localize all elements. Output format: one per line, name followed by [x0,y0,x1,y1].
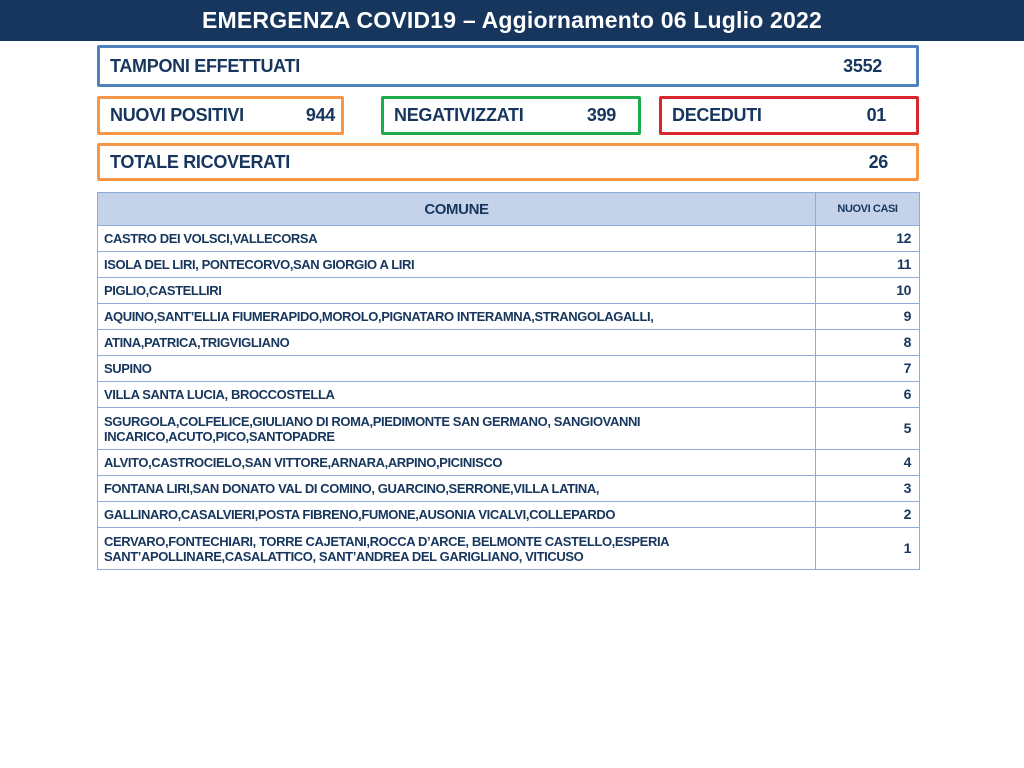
totale-ricoverati-box [97,143,919,181]
totale-ricoverati-value: 26 [868,151,888,172]
table-row [98,450,920,476]
cell-nuovi-casi: 8 [816,330,920,356]
cell-comune: ISOLA DEL LIRI, PONTECORVO,SAN GIORGIO A LIRI [98,252,816,278]
table-row [98,278,920,304]
deceduti-label: DECEDUTI [672,105,762,125]
cell-nuovi-casi: 5 [816,408,920,450]
cell-comune: ALVITO,CASTROCIELO,SAN VITTORE,ARNARA,ARPINO,PICINISCO [98,450,816,476]
header-comune: COMUNE [98,193,816,226]
cell-comune: VILLA SANTA LUCIA, BROCCOSTELLA [98,382,816,408]
tamponi-label: TAMPONI EFFETTUATI [110,55,300,76]
cell-comune: SGURGOLA,COLFELICE,GIULIANO DI ROMA,PIEDIMONTE SAN GERMANO, SANGIOVANNI INCARICO,ACUTO,PICO,SANTOPADRE [98,408,816,450]
table-row [98,382,920,408]
table-row [98,356,920,382]
table-row [98,304,920,330]
negativizzati-label: NEGATIVIZZATI [394,105,524,125]
cell-nuovi-casi: 11 [816,252,920,278]
totale-ricoverati-label: TOTALE RICOVERATI [110,151,290,172]
cell-nuovi-casi: 12 [816,226,920,252]
cell-comune: FONTANA LIRI,SAN DONATO VAL DI COMINO, GUARCINO,SERRONE,VILLA LATINA, [98,476,816,502]
tamponi-box [97,45,919,87]
comuni-table-container [97,192,919,570]
table-row [98,476,920,502]
cell-nuovi-casi: 10 [816,278,920,304]
negativizzati-value: 399 [586,105,616,125]
cell-comune: GALLINARO,CASALVIERI,POSTA FIBRENO,FUMONE,AUSONIA VICALVI,COLLEPARDO [98,502,816,528]
cell-comune: CASTRO DEI VOLSCI,VALLECORSA [98,226,816,252]
cell-nuovi-casi: 1 [816,528,920,570]
comuni-table [97,192,920,570]
table-row [98,528,920,570]
table-row [98,252,920,278]
cell-nuovi-casi: 6 [816,382,920,408]
nuovi-positivi-box [97,96,344,135]
table-row [98,502,920,528]
negativizzati-box [381,96,641,135]
cell-nuovi-casi: 3 [816,476,920,502]
tamponi-value: 3552 [843,55,882,76]
table-header-row [98,193,920,226]
deceduti-box [659,96,919,135]
nuovi-positivi-value: 944 [305,105,335,125]
nuovi-positivi-label: NUOVI POSITIVI [110,105,244,125]
table-row [98,330,920,356]
page-title: EMERGENZA COVID19 – Aggiornamento 06 Luglio 2022 [0,0,1024,41]
cell-nuovi-casi: 4 [816,450,920,476]
cell-nuovi-casi: 9 [816,304,920,330]
cell-comune: SUPINO [98,356,816,382]
cell-comune: AQUINO,SANT’ELLIA FIUMERAPIDO,MOROLO,PIGNATARO INTERAMNA,STRANGOLAGALLI, [98,304,816,330]
table-row [98,408,920,450]
cell-comune: PIGLIO,CASTELLIRI [98,278,816,304]
cell-comune: ATINA,PATRICA,TRIGVIGLIANO [98,330,816,356]
table-row [98,226,920,252]
header-nuovi-casi: NUOVI CASI [816,193,920,226]
cell-nuovi-casi: 7 [816,356,920,382]
cell-nuovi-casi: 2 [816,502,920,528]
deceduti-value: 01 [866,105,886,125]
cell-comune: CERVARO,FONTECHIARI, TORRE CAJETANI,ROCCA D’ARCE, BELMONTE CASTELLO,ESPERIA SANT’APOLLINARE,CASALATTICO, SANT’ANDREA DEL GARIGLIANO, VITICUSO [98,528,816,570]
